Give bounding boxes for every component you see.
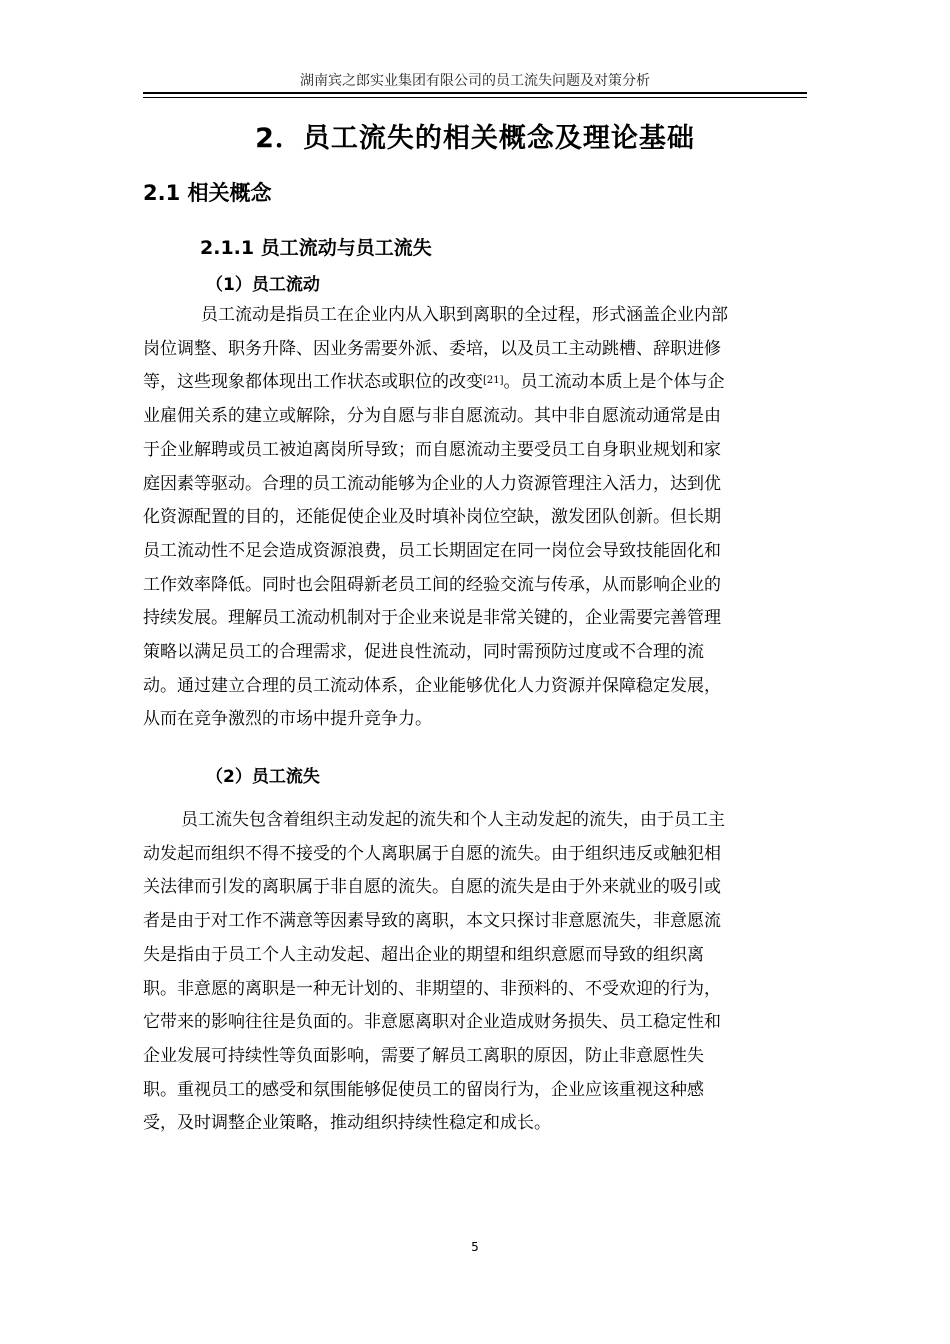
paragraph-line: 职。重视员工的感受和氛围能够促使员工的留岗行为，企业应该重视这种感: [143, 1079, 704, 1100]
paragraph-line: 庭因素等驱动。合理的员工流动能够为企业的人力资源管理注入活力，达到优: [143, 473, 721, 494]
paragraph-line: 它带来的影响往往是负面的。非意愿离职对企业造成财务损失、员工稳定性和: [143, 1012, 721, 1033]
subsection-title: 2.1.1 员工流动与员工流失: [200, 237, 432, 259]
paragraph-line: 动发起而组织不得不接受的个人离职属于自愿的流失。由于组织违反或触犯相: [143, 843, 721, 864]
paragraph-line: 职。非意愿的离职是一种无计划的、非期望的、非预料的、不受欢迎的行为，: [143, 978, 721, 999]
item-title-staff-turnover: （2）员工流失: [206, 767, 320, 787]
paragraph-line: 失是指由于员工个人主动发起、超出企业的期望和组织意愿而导致的组织离: [143, 944, 704, 965]
paragraph-staff-mobility: [143, 299, 807, 737]
paragraph-line: 工作效率降低。同时也会阻碍新老员工间的经验交流与传承，从而影响企业的: [143, 574, 721, 595]
paragraph-line: 岗位调整、职务升降、因业务需要外派、委培，以及员工主动跳槽、辞职进修: [143, 338, 721, 359]
page-number: 5: [471, 1240, 479, 1254]
paragraph-line: 员工流动性不足会造成资源浪费，员工长期固定在同一岗位会导致技能固化和: [143, 540, 721, 561]
paragraph-line: 化资源配置的目的，还能促使企业及时填补岗位空缺，激发团队创新。但长期: [143, 507, 721, 528]
paragraph-line: 策略以满足员工的合理需求，促进良性流动，同时需预防过度或不合理的流: [143, 642, 704, 663]
item-title-staff-mobility: （1）员工流动: [206, 275, 320, 295]
paragraph-line: 从而在竞争激烈的市场中提升竞争力。: [143, 709, 432, 730]
paragraph-line: 关法律而引发的离职属于非自愿的流失。自愿的流失是由于外来就业的吸引或: [143, 877, 721, 898]
chapter-title: 2．员工流失的相关概念及理论基础: [255, 123, 695, 154]
paragraph-line-text: 等，这些现象都体现出工作状态或职位的改变: [143, 372, 483, 393]
citation-ref: [21]: [483, 375, 504, 387]
paragraph-line: 动。通过建立合理的员工流动体系，企业能够优化人力资源并保障稳定发展，: [143, 675, 721, 696]
paragraph-line: 业雇佣关系的建立或解除，分为自愿与非自愿流动。其中非自愿流动通常是由: [143, 406, 721, 427]
header-rule-thick: [143, 92, 807, 94]
paragraph-line: 员工流动是指员工在企业内从入职到离职的全过程，形式涵盖企业内部: [201, 305, 728, 325]
paragraph-line: 员工流失包含着组织主动发起的流失和个人主动发起的流失，由于员工主: [181, 810, 725, 830]
paragraph-line-text: 。员工流动本质上是个体与企: [503, 372, 725, 393]
paragraph-line: [143, 366, 807, 400]
paragraph-line: 持续发展。理解员工流动机制对于企业来说是非常关键的，企业需要完善管理: [143, 608, 721, 629]
paragraph-line: 受，及时调整企业策略，推动组织持续性稳定和成长。: [143, 1113, 551, 1134]
paragraph-line: 于企业解聘或员工被迫离岗所导致；而自愿流动主要受员工自身职业规划和家: [143, 439, 721, 460]
section-title: 2.1 相关概念: [143, 181, 272, 205]
paragraph-line: 企业发展可持续性等负面影响，需要了解员工离职的原因，防止非意愿性失: [143, 1045, 704, 1066]
paragraph-line: 者是由于对工作不满意等因素导致的离职，本文只探讨非意愿流失，非意愿流: [143, 911, 721, 932]
running-header: 湖南宾之郎实业集团有限公司的员工流失问题及对策分析: [300, 73, 650, 89]
paragraph-staff-turnover: [143, 804, 807, 1141]
header-rule-thin: [143, 97, 807, 98]
